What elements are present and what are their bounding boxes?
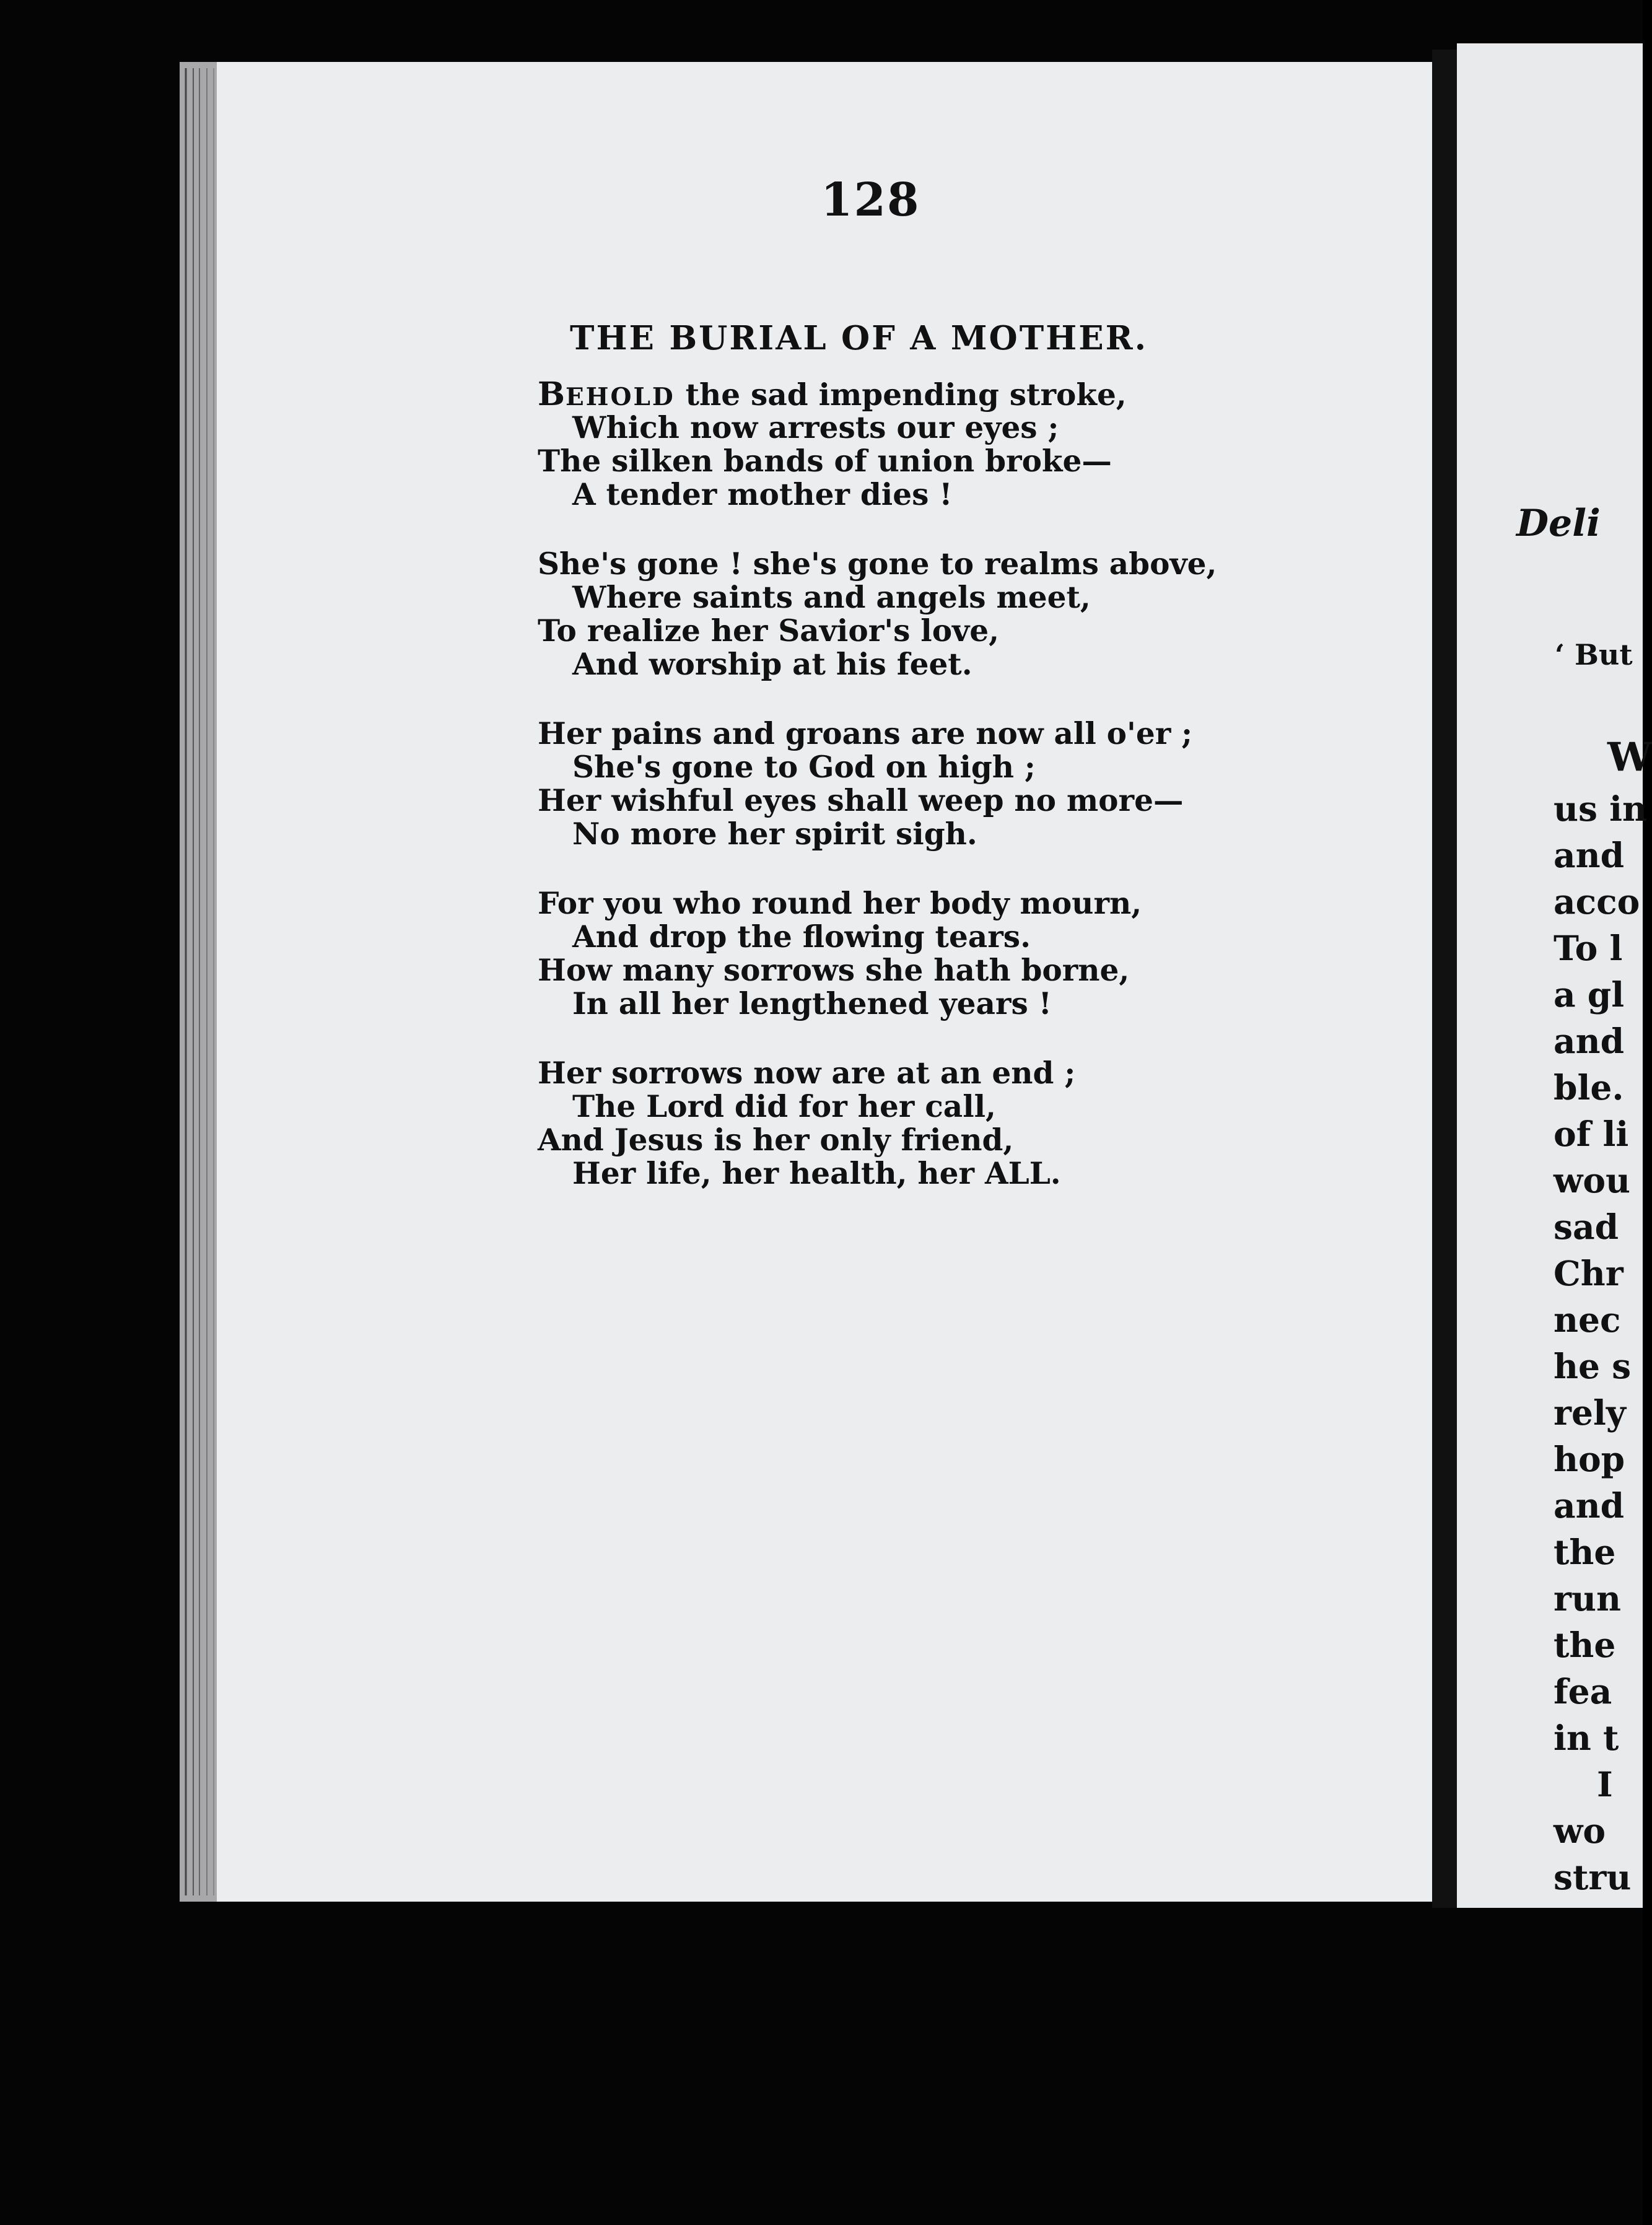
poem-line: In all her lengthened years !: [572, 986, 1052, 1021]
right-line: run: [1554, 1578, 1621, 1619]
line-text: the sad impending stroke,: [675, 377, 1127, 413]
poem-title: THE BURIAL OF A MOTHER.: [570, 319, 1148, 357]
right-line: and: [1554, 835, 1625, 875]
stanza-3: [538, 717, 1207, 851]
right-line: hop: [1554, 1439, 1625, 1479]
poem-line: For you who round her body mourn,: [538, 886, 1142, 921]
right-line: nec: [1554, 1300, 1621, 1340]
drop-word-cap: B: [538, 375, 566, 413]
right-line: fea: [1554, 1671, 1612, 1711]
right-page-text: [1554, 785, 1647, 1900]
poem-line: Her sorrows now are at an end ;: [538, 1056, 1076, 1091]
right-line: and: [1554, 1021, 1625, 1061]
poem-line: And Jesus is her only friend,: [538, 1122, 1014, 1158]
right-page-quote: ‘ But: [1555, 638, 1633, 671]
poem-line: She's gone ! she's gone to realms above,: [538, 546, 1217, 582]
right-line: he s: [1554, 1346, 1632, 1386]
poem-line: No more her spirit sigh.: [572, 816, 977, 852]
stanza-1: [538, 375, 1207, 512]
right-line: the: [1554, 1532, 1616, 1572]
right-line: Chr: [1554, 1253, 1624, 1293]
book-gutter: [1432, 50, 1457, 1908]
poem-body: [538, 375, 1217, 1226]
poem-line: She's gone to God on high ;: [572, 750, 1036, 785]
poem-line: Which now arrests our eyes ;: [572, 410, 1059, 445]
right-line: sad: [1554, 1207, 1619, 1247]
poem-line: Her life, her health, her ALL.: [572, 1156, 1061, 1191]
right-line: stru: [1554, 1857, 1632, 1897]
poem-line: A tender mother dies !: [572, 477, 953, 512]
poem-line: Her pains and groans are now all o'er ;: [538, 716, 1193, 751]
right-line: of li: [1554, 1114, 1629, 1154]
right-line: To l: [1554, 928, 1623, 968]
poem-line: How many sorrows she hath borne,: [538, 953, 1130, 988]
stanza-2: [538, 546, 1217, 682]
right-line: wou: [1554, 1160, 1631, 1200]
stanza-5: [538, 1057, 1207, 1191]
poem-line: The Lord did for her call,: [572, 1089, 996, 1124]
stanza-4: [538, 887, 1207, 1021]
right-line: acco: [1554, 881, 1640, 922]
right-line: wo: [1554, 1811, 1606, 1851]
right-line: the: [1554, 1625, 1616, 1665]
page-number: 128: [821, 173, 920, 227]
poem-line: To realize her Savior's love,: [538, 613, 999, 649]
right-page-dropcap: W: [1607, 734, 1652, 780]
right-line: in t: [1554, 1718, 1619, 1758]
poem-line: [538, 375, 1207, 413]
right-line: and: [1554, 1485, 1625, 1526]
drop-word-smallcaps: EHOLD: [565, 383, 675, 411]
poem-line: The silken bands of union broke—: [538, 444, 1112, 479]
right-line: a gl: [1554, 974, 1625, 1015]
right-line: ble.: [1554, 1067, 1624, 1108]
right-line: rely: [1554, 1392, 1626, 1433]
right-line: I: [1597, 1764, 1613, 1804]
right-line: us in: [1554, 789, 1647, 829]
poem-line: Her wishful eyes shall weep no more—: [538, 783, 1184, 818]
poem-line: And drop the flowing tears.: [572, 919, 1031, 955]
right-page-heading: Deli: [1516, 502, 1601, 545]
poem-line: And worship at his feet.: [572, 647, 972, 682]
poem-line: Where saints and angels meet,: [572, 580, 1091, 615]
